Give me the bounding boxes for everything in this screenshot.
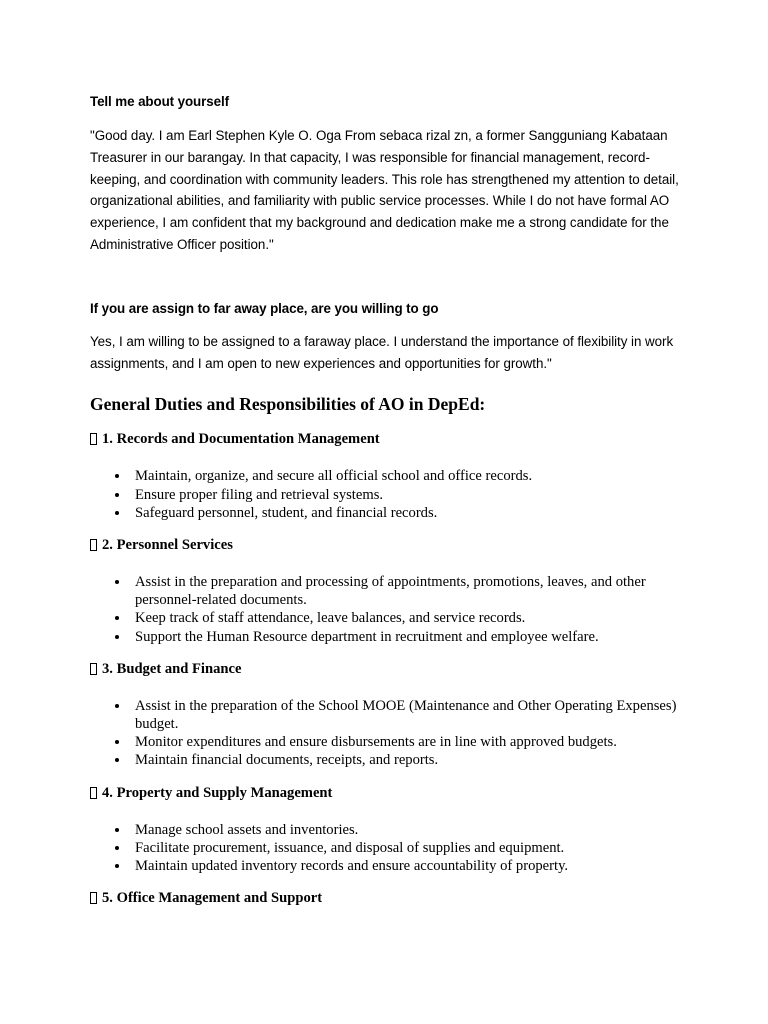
duty-list [90, 821, 680, 876]
duty-section-title-text: 3. Budget and Finance [102, 660, 242, 677]
bullet-icon [115, 493, 119, 497]
question-1-answer: "Good day. I am Earl Stephen Kyle O. Oga From sebaca rizal zn, a former Sangguniang Kabataan Treasurer in our barangay. In that capacity, I was responsible for financial management, record-keeping, and coordination with community leaders. This role has strengthened my attention to detail, organizational abilities, and familiarity with public service processes. While I do not have formal AO experience, I am confident that my background and dedication make me a strong candidate for the Administrative Officer position." [90, 128, 679, 252]
duties-heading: General Duties and Responsibilities of AO in DepEd: [90, 394, 486, 415]
list-item: Manage school assets and inventories. [90, 821, 680, 839]
question-2-answer: Yes, I am willing to be assigned to a faraway place. I understand the importance of flexibility in work assignments, and I am open to new experiences and opportunities for growth." [90, 333, 674, 371]
list-item: Keep track of staff attendance, leave balances, and service records. [90, 609, 680, 627]
list-item: Support the Human Resource department in recruitment and employee welfare. [90, 628, 680, 646]
duty-list [90, 697, 680, 770]
duty-list [90, 467, 680, 522]
missing-glyph-icon [90, 539, 97, 551]
missing-glyph-icon [90, 787, 97, 799]
duty-section-title [90, 536, 680, 554]
document-page [90, 92, 680, 907]
bullet-icon [115, 616, 119, 620]
duty-section-title [90, 430, 680, 448]
list-item: Facilitate procurement, issuance, and disposal of supplies and equipment. [90, 839, 680, 857]
duty-section-title [90, 889, 680, 907]
list-item: Assist in the preparation of the School MOOE (Maintenance and Other Operating Expenses) budget. [90, 697, 680, 733]
list-item: Monitor expenditures and ensure disbursements are in line with approved budgets. [90, 733, 680, 751]
missing-glyph-icon [90, 433, 97, 445]
list-item: Maintain financial documents, receipts, and reports. [90, 751, 680, 769]
bullet-icon [115, 635, 119, 639]
list-item: Maintain updated inventory records and ensure accountability of property. [90, 857, 680, 875]
bullet-icon [115, 846, 119, 850]
duty-section-title [90, 784, 680, 802]
question-2-title: If you are assign to far away place, are you willing to go [90, 300, 439, 316]
duty-section-title-text: 1. Records and Documentation Management [102, 431, 380, 448]
bullet-icon [115, 828, 119, 832]
list-item: Ensure proper filing and retrieval systems. [90, 486, 680, 504]
duty-section-title-text: 4. Property and Supply Management [102, 784, 333, 801]
bullet-icon [115, 511, 119, 515]
duty-section-title-text: 5. Office Management and Support [102, 890, 323, 907]
bullet-icon [115, 758, 119, 762]
bullet-icon [115, 864, 119, 868]
list-item: Maintain, organize, and secure all official school and office records. [90, 467, 680, 485]
missing-glyph-icon [90, 892, 97, 904]
question-1-title: Tell me about yourself [90, 94, 229, 109]
bullet-icon [115, 580, 119, 584]
list-item: Assist in the preparation and processing of appointments, promotions, leaves, and other personnel-related documents. [90, 573, 680, 609]
duty-section-title [90, 660, 680, 678]
bullet-icon [115, 704, 119, 708]
missing-glyph-icon [90, 663, 97, 675]
duty-section-title-text: 2. Personnel Services [102, 536, 233, 553]
bullet-icon [115, 474, 119, 478]
duty-list [90, 573, 680, 646]
bullet-icon [115, 740, 119, 744]
list-item: Safeguard personnel, student, and financial records. [90, 504, 680, 522]
